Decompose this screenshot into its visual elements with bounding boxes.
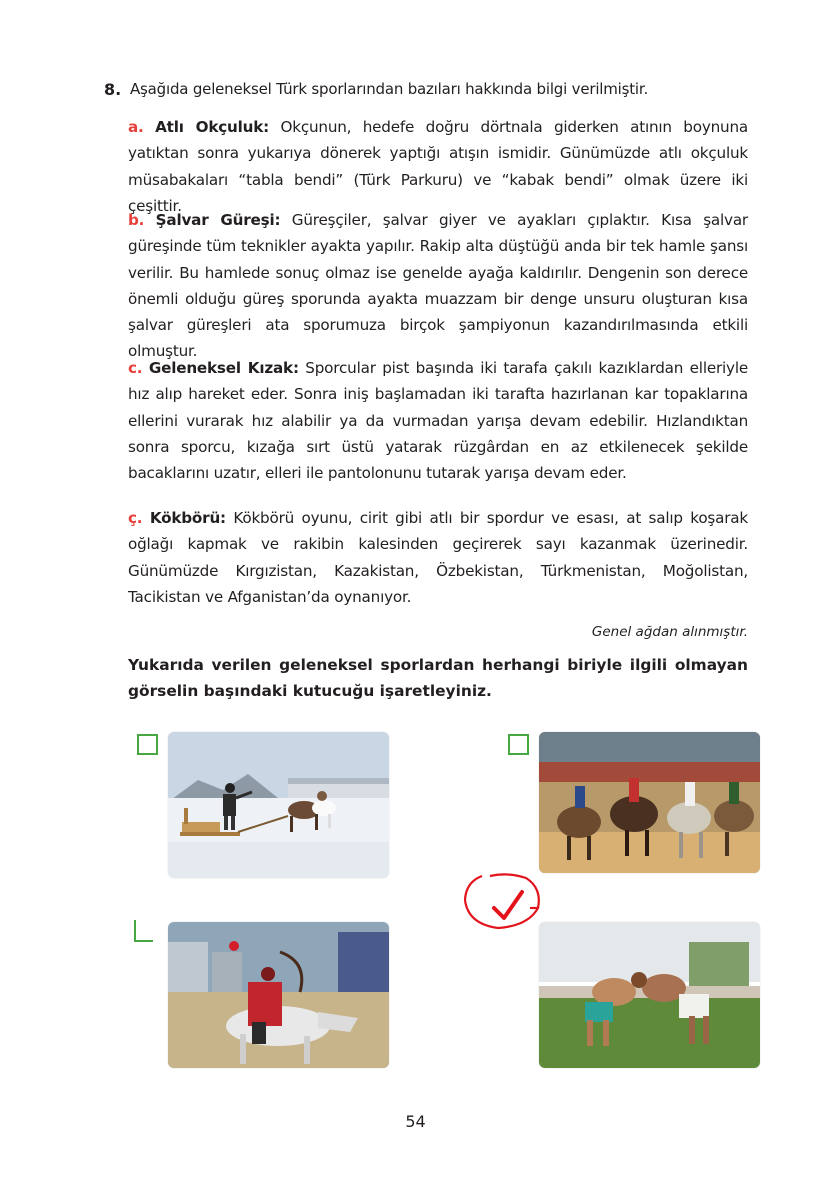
- item-c-letter: c.: [128, 359, 143, 377]
- item-a: [128, 114, 748, 219]
- item-cc-text: Kökbörü oyunu, cirit gibi atlı bir spordur ve esası, at salıp koşarak oğlağı kapmak ve rakibin kalesinden geçirerek sayı kazanmak üzerinedir. Günümüzde Kırgızistan, Kazakistan, Özbekistan, Türkmenistan, Moğolistan, Tacikistan ve Afganistan’da oynanıyor.: [128, 509, 748, 606]
- item-b-letter: b.: [128, 211, 145, 229]
- option-sled-checkbox[interactable]: [137, 734, 158, 755]
- item-a-letter: a.: [128, 118, 144, 136]
- page-number: 54: [405, 1112, 426, 1131]
- question-intro: Aşağıda geleneksel Türk sporlarından bazıları hakkında bilgi verilmiştir.: [130, 80, 649, 98]
- item-a-text: Okçunun, hedefe doğru dörtnala giderken atının boynuna yatıktan sonra yukarıya dönerek yaptığı atışın ismidir. Günümüzde atlı okçuluk müsabakaları “tabla bendi” (Türk Parkuru) ve “kabak bendi” olmak üzere iki çeşittir.: [128, 118, 748, 215]
- item-cc-letter: ç.: [128, 509, 143, 527]
- item-c-title: Geleneksel Kızak:: [148, 359, 299, 377]
- red-checkmark-icon: [460, 868, 550, 940]
- item-a-title: Atlı Okçuluk:: [155, 118, 270, 136]
- question-number: 8.: [104, 80, 122, 99]
- photo-traditional-sled: [168, 732, 389, 878]
- item-cc: [128, 505, 748, 610]
- item-cc-title: Kökbörü:: [149, 509, 226, 527]
- photo-salvar-wrestling: [539, 922, 760, 1068]
- item-c: [128, 355, 748, 486]
- instruction-text: Yukarıda verilen geleneksel sporlardan herhangi biriyle ilgili olmayan görselin başındaki kutucuğu işaretleyiniz.: [128, 656, 748, 700]
- item-b-text: Güreşçiler, şalvar giyer ve ayakları çıplaktır. Kısa şalvar güreşinde tüm teknikler ayakta yapılır. Rakip alta düştüğü anda bir tek hamle şansı verilir. Bu hamlede sonuç olmaz ise genelde ayağa kaldırılır. Dengenin son derece önemli olduğu güreş sporunda ayakta muazzam bir denge unsuru oluşturan kısa şalvar güreşleri ata sporumuza birçok şampiyonun kazandırılmasında etkili olmuştur.: [128, 211, 748, 361]
- option-kokboru-checkbox[interactable]: [508, 734, 529, 755]
- photo-mounted-archery: [168, 922, 389, 1068]
- item-b: [128, 207, 748, 365]
- option-archery-checkbox[interactable]: [134, 920, 153, 942]
- photo-kokboru: [539, 732, 760, 873]
- item-b-title: Şalvar Güreşi:: [155, 211, 281, 229]
- source-note: Genel ağdan alınmıştır.: [591, 624, 748, 640]
- item-c-text: Sporcular pist başında iki tarafa çakılı kazıklardan elleriyle hız alıp hareket eder. Sonra iniş başlamadan iki tarafta hazırlanan kar topaklarına ellerini vurarak hız alabilir ya da vurmadan yarışa devam edebilir. Hızlandıktan sonra sporcu, kızağa sırt üstü yatarak rüzgârdan en az etkilenecek şekilde bacaklarını uzatır, elleri ile pantolonunu tutarak yarışa devam eder.: [128, 359, 749, 483]
